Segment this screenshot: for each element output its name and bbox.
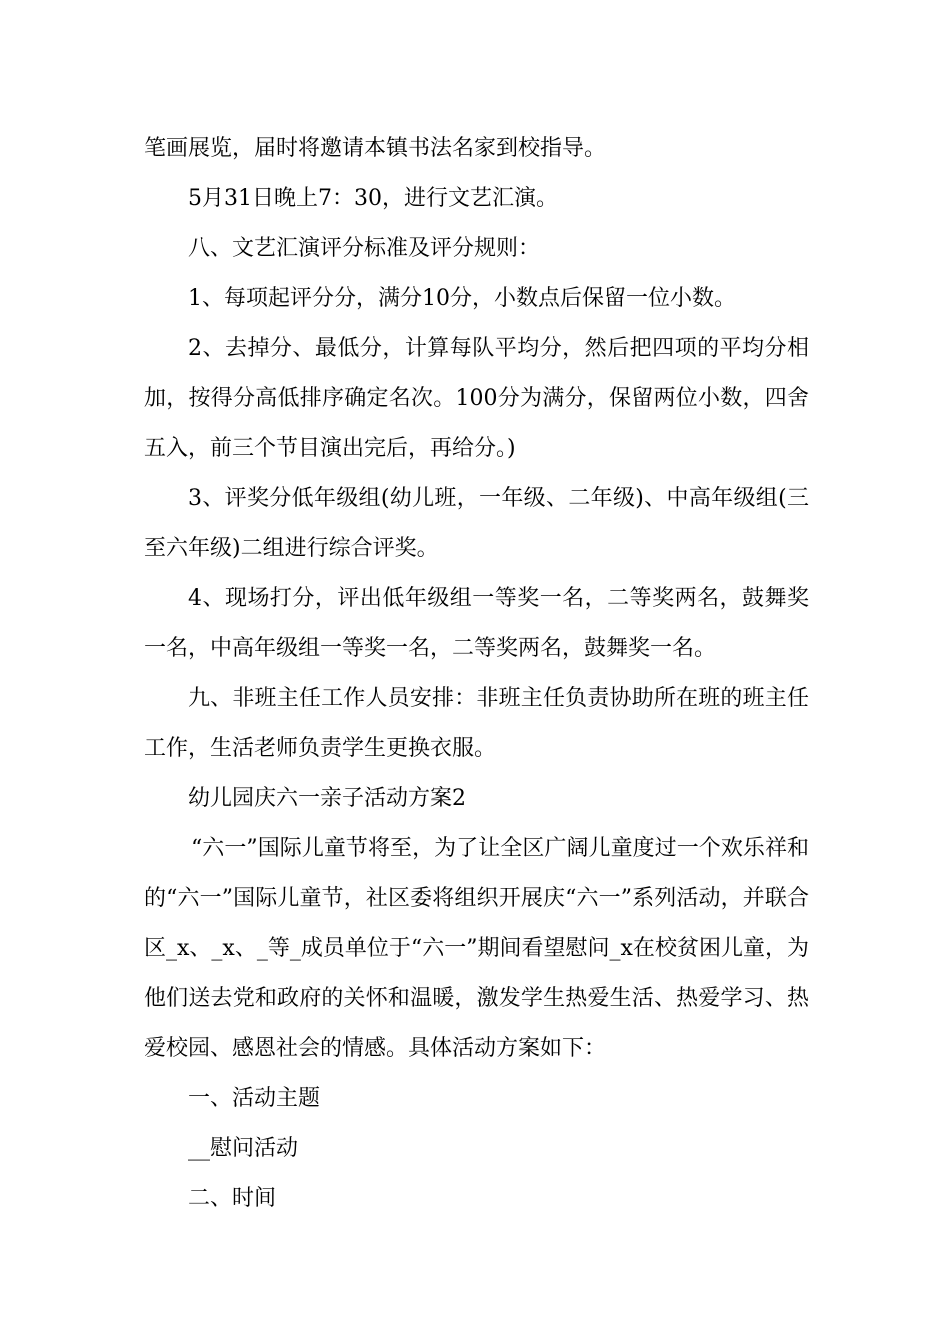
paragraph-introduction: “六一”国际儿童节将至，为了让全区广阔儿童度过一个欢乐祥和的“六一”国际儿童节，社区委将组织开展庆“六一”系列活动，并联合区_x、_x、_等_成员单位于“六一”期间看望慰问_x在校贫困儿童，为他们送去党和政府的关怀和温暖，激发学生热爱生活、热爱学习、热爱校园、感恩社会的情感。具体活动方案如下： [144, 836, 809, 1061]
rule-item-2: 2、去掉分、最低分，计算每队平均分，然后把四项的平均分相加，按得分高低排序确定名次。100分为满分，保留两位小数，四舍五入，前三个节目演出完后，再给分。) [144, 336, 809, 461]
document-page [144, 124, 809, 1224]
section-heading-activity-theme: 一、活动主题 [188, 1086, 321, 1111]
rule-item-1: 1、每项起评分分，满分10分，小数点后保留一位小数。 [188, 286, 736, 311]
paragraph-performance-time: 5月31日晚上7：30，进行文艺汇演。 [188, 186, 558, 211]
rule-item-3: 3、评奖分低年级组(幼儿班，一年级、二年级)、中高年级组(三至六年级)二组进行综合评奖。 [144, 486, 809, 561]
rule-item-4: 4、现场打分，评出低年级组一等奖一名，二等奖两名，鼓舞奖一名，中高年级组一等奖一名，二等奖两名，鼓舞奖一名。 [144, 586, 809, 661]
paragraph-activity-theme: __慰问活动 [188, 1136, 299, 1161]
paragraph-calligraphy-exhibition: 笔画展览，届时将邀请本镇书法名家到校指导。 [144, 136, 607, 161]
section-heading-time: 二、时间 [188, 1186, 277, 1211]
section-heading-scoring-rules: 八、文艺汇演评分标准及评分规则： [188, 236, 541, 261]
document-subtitle: 幼儿园庆六一亲子活动方案2 [188, 786, 466, 811]
section-heading-staff-arrangement: 九、非班主任工作人员安排：非班主任负责协助所在班的班主任工作，生活老师负责学生更换衣服。 [144, 686, 809, 761]
